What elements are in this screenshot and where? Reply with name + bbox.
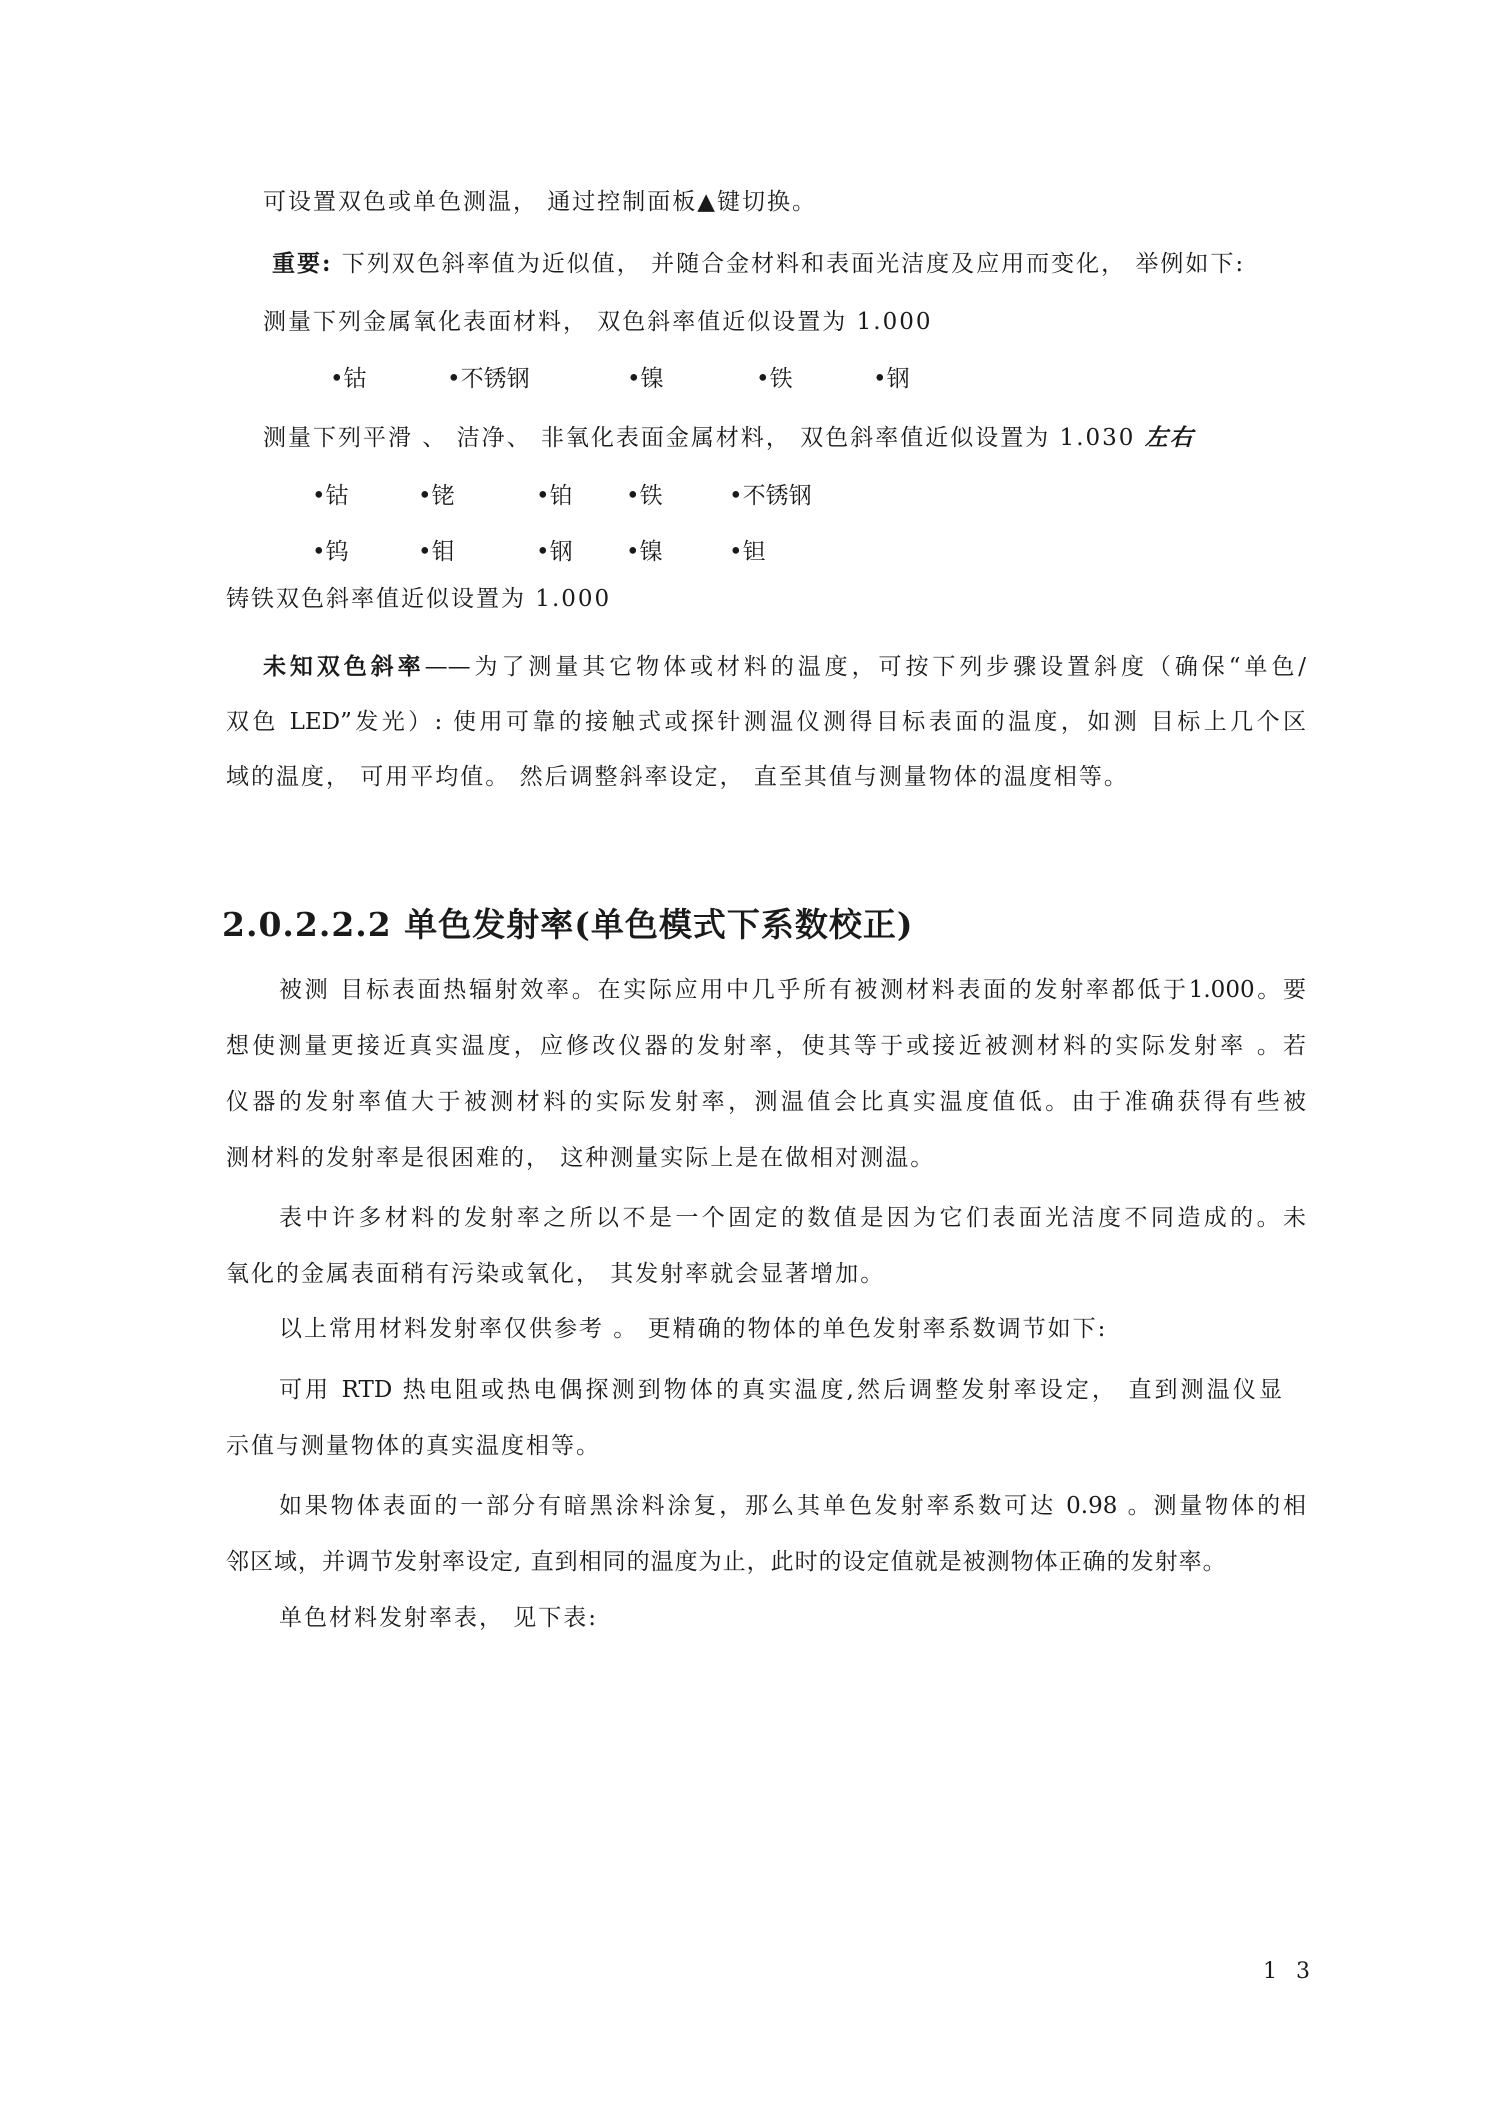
list-item: •钢	[536, 539, 573, 565]
smooth-materials-line	[263, 423, 1195, 453]
list-item: •不锈钢	[729, 483, 812, 509]
list-item: •不锈钢	[447, 366, 530, 392]
intro-line: 可设置双色或单色测温， 通过控制面板▲键切换。	[263, 189, 817, 215]
list-item: •钢	[873, 366, 910, 392]
paragraph-line: 可用 RTD 热电阻或热电偶探测到物体的真实温度,然后调整发射率设定， 直到测温仪显	[279, 1377, 1282, 1403]
paragraph-line: 表中许多材料的发射率之所以不是一个固定的数值是因为它们表面光洁度不同造成的。未	[279, 1205, 1306, 1231]
paragraph-line: 想使测量更接近真实温度，应修改仪器的发射率，使其等于或接近被测材料的实际发射率 。若	[226, 1033, 1306, 1059]
paragraph-line: 被测 目标表面热辐射效率。在实际应用中几乎所有被测材料表面的发射率都低于1.000。要	[279, 977, 1306, 1003]
list-item: •铑	[418, 483, 455, 509]
page-number: 1 3	[1263, 1959, 1316, 1984]
list-item: •铁	[756, 366, 793, 392]
paragraph-line: 如果物体表面的一部分有暗黑涂料涂复，那么其单色发射率系数可达 0.98 。测量物体的相	[279, 1493, 1306, 1519]
paragraph-reference: 以上常用材料发射率仅供参考 。 更精确的物体的单色发射率系数调节如下:	[279, 1316, 1108, 1342]
list-item: •镍	[627, 366, 664, 392]
list-item: •钴	[312, 483, 349, 509]
list-item: •镍	[626, 539, 663, 565]
paragraph-line: 示值与测量物体的真实温度相等。	[226, 1433, 601, 1459]
list-item: •铁	[626, 483, 663, 509]
paragraph-table-reference: 单色材料发射率表， 见下表:	[279, 1605, 599, 1631]
cast-iron-line: 铸铁双色斜率值近似设置为 1.000	[226, 586, 612, 612]
paragraph-line: 邻区域，并调节发射率设定, 直到相同的温度为止，此时的设定值就是被测物体正确的发射率。	[226, 1549, 1227, 1575]
list-item: •铂	[536, 483, 573, 509]
list-item: •钨	[312, 539, 349, 565]
unknown-slope-label: 未知双色斜率	[263, 653, 425, 680]
smooth-materials-emphasis: 左右	[1144, 424, 1195, 451]
important-text: 下列双色斜率值为近似值， 并随合金材料和表面光洁度及应用而变化， 举例如下:	[332, 251, 1246, 277]
list-item: •钽	[729, 539, 766, 565]
list-item: •钼	[418, 539, 455, 565]
unknown-slope-line-2: 双色 LED”发光）: 使用可靠的接触式或探针测温仪测得目标表面的温度，如测 目标上几个区	[226, 709, 1306, 735]
paragraph-line: 测材料的发射率是很困难的， 这种测量实际上是在做相对测温。	[226, 1145, 936, 1171]
important-label: 重要:	[272, 250, 333, 277]
paragraph-line: 氧化的金属表面稍有污染或氧化， 其发射率就会显著增加。	[226, 1261, 886, 1287]
smooth-materials-text: 测量下列平滑 、 洁净、 非氧化表面金属材料， 双色斜率值近似设置为 1.030	[263, 425, 1145, 451]
paragraph-line: 仪器的发射率值大于被测材料的实际发射率，测温值会比真实温度值低。由于准确获得有些被	[226, 1089, 1306, 1115]
oxidized-materials-line: 测量下列金属氧化表面材料， 双色斜率值近似设置为 1.000	[263, 309, 933, 335]
important-note	[272, 249, 1245, 279]
unknown-slope-line-1: 未知双色斜率——为了测量其它物体或材料的温度，可按下列步骤设置斜度（确保“单色/	[263, 653, 1306, 680]
unknown-slope-line-3: 域的温度， 可用平均值。 然后调整斜率设定， 直至其值与测量物体的温度相等。	[226, 764, 1129, 790]
list-item: •钴	[330, 366, 367, 392]
section-heading: 2.0.2.2.2 单色发射率(单色模式下系数校正)	[222, 905, 914, 944]
